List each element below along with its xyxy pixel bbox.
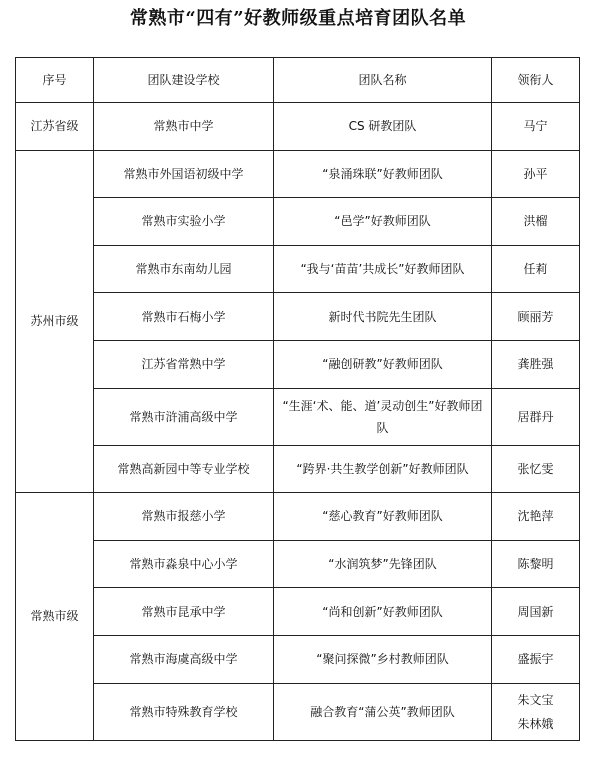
team-name-cell: “泉涌珠联”好教师团队 [274, 150, 492, 198]
table-row [16, 683, 580, 740]
school-cell: 常熟市浒浦高级中学 [94, 388, 274, 445]
table-row [16, 198, 580, 246]
school-cell: 常熟市报慈小学 [94, 493, 274, 541]
leader-name: 马宁 [523, 119, 548, 134]
leader-cell [492, 150, 580, 198]
leader-cell [492, 103, 580, 151]
table-row [16, 388, 580, 445]
leader-cell [492, 198, 580, 246]
team-name-cell: “慈心教育”好教师团队 [274, 493, 492, 541]
header-cell-school: 团队建设学校 [94, 58, 274, 103]
leader-name: 周国新 [517, 604, 554, 619]
header-cell-team: 团队名称 [274, 58, 492, 103]
school-cell: 常熟市东南幼儿园 [94, 245, 274, 293]
table-body [16, 103, 580, 741]
leader-name: 朱林娥 [517, 716, 554, 731]
school-cell: 常熟市海虞高级中学 [94, 635, 274, 683]
school-cell: 常熟市石梅小学 [94, 293, 274, 341]
school-cell: 常熟市昆承中学 [94, 588, 274, 636]
team-name-cell: “邑学”好教师团队 [274, 198, 492, 246]
level-cell: 苏州市级 [16, 150, 94, 493]
table-row [16, 103, 580, 151]
team-name-cell: “跨界·共生教学创新”好教师团队 [274, 445, 492, 493]
leader-name: 洪榴 [523, 214, 548, 229]
leader-cell [492, 340, 580, 388]
leader-name: 朱文宝 [517, 692, 554, 707]
team-name-cell: 融合教育“蒲公英”教师团队 [274, 683, 492, 740]
leader-cell [492, 493, 580, 541]
leader-cell [492, 245, 580, 293]
leader-cell [492, 540, 580, 588]
leader-name: 陈黎明 [517, 557, 554, 572]
school-cell: 常熟市特殊教育学校 [94, 683, 274, 740]
leader-cell [492, 388, 580, 445]
header-cell-leader: 领衔人 [492, 58, 580, 103]
table-row [16, 293, 580, 341]
table-row [16, 245, 580, 293]
leader-name: 张忆雯 [517, 461, 554, 476]
table-row [16, 150, 580, 198]
page-title: 常熟市“四有”好教师级重点培育团队名单 [129, 8, 467, 29]
leader-cell [492, 683, 580, 740]
team-name-cell: “我与‘苗苗’共成长”好教师团队 [274, 245, 492, 293]
team-name-cell: “融创研教”好教师团队 [274, 340, 492, 388]
level-cell: 常熟市级 [16, 493, 94, 740]
table-header-row [16, 58, 580, 103]
table-row [16, 635, 580, 683]
school-cell: 常熟高新园中等专业学校 [94, 445, 274, 493]
leader-name: 盛振宇 [517, 652, 554, 667]
team-name-cell: “水润筑梦”先锋团队 [274, 540, 492, 588]
school-cell: 常熟市实验小学 [94, 198, 274, 246]
level-cell: 江苏省级 [16, 103, 94, 151]
leader-name: 居群丹 [517, 409, 554, 424]
team-name-cell: “聚问探微”乡村教师团队 [274, 635, 492, 683]
leader-name: 龚胜强 [517, 357, 554, 372]
team-name-cell: CS 研教团队 [274, 103, 492, 151]
table-row [16, 445, 580, 493]
team-name-cell: “生涯‘术、能、道’灵动创生”好教师团队 [274, 388, 492, 445]
school-cell: 常熟市外国语初级中学 [94, 150, 274, 198]
table-row [16, 540, 580, 588]
leader-cell [492, 588, 580, 636]
table-row [16, 588, 580, 636]
school-cell: 常熟市中学 [94, 103, 274, 151]
leader-name: 任莉 [523, 262, 548, 277]
leader-name: 顾丽芳 [517, 309, 554, 324]
leader-name: 沈艳萍 [517, 509, 554, 524]
header-cell-index: 序号 [16, 58, 94, 103]
school-cell: 常熟市淼泉中心小学 [94, 540, 274, 588]
leader-cell [492, 445, 580, 493]
leader-cell [492, 293, 580, 341]
team-name-cell: 新时代书院先生团队 [274, 293, 492, 341]
team-name-cell: “尚和创新”好教师团队 [274, 588, 492, 636]
table-row [16, 340, 580, 388]
table-row [16, 493, 580, 541]
team-roster-table [15, 57, 580, 741]
leader-cell [492, 635, 580, 683]
leader-name: 孙平 [523, 166, 548, 181]
school-cell: 江苏省常熟中学 [94, 340, 274, 388]
